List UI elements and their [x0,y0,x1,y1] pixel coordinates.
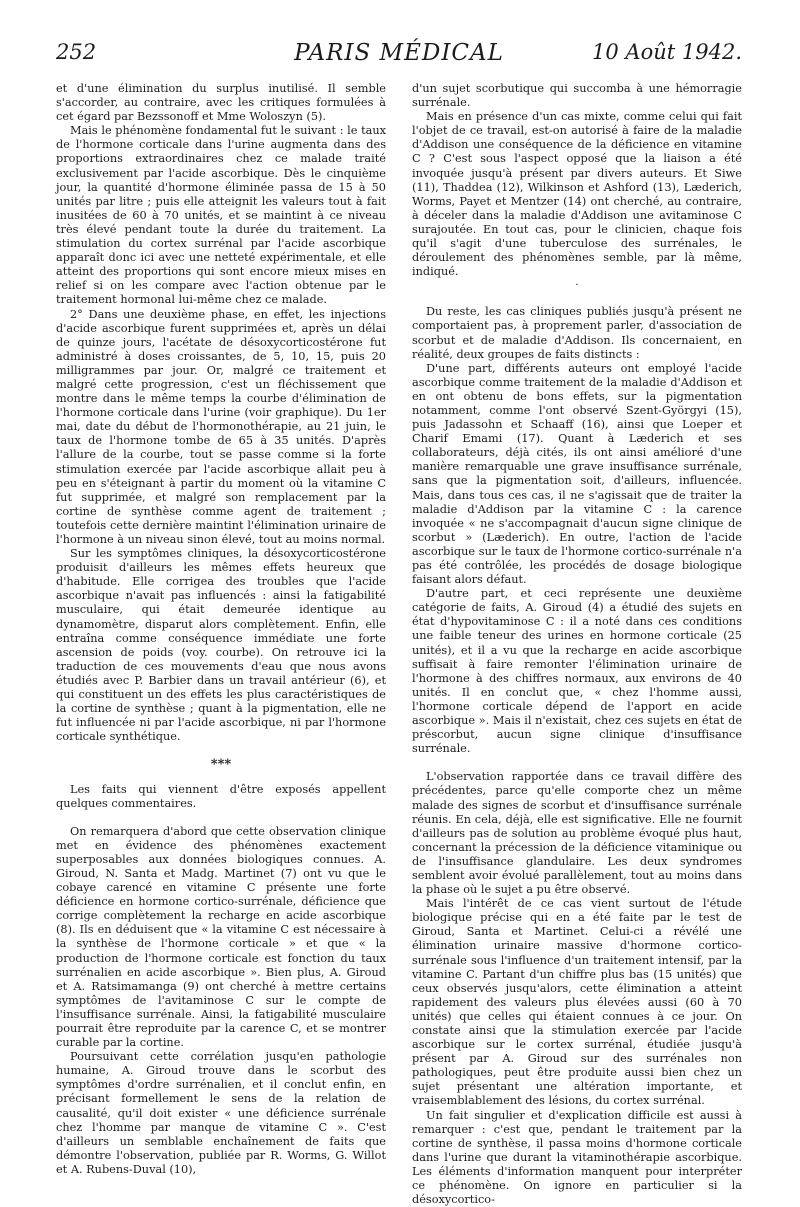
right-column [412,82,742,1207]
paragraph: D'une part, différents auteurs ont employé l'acide ascorbique comme traitement de la maladie d'Addison et en ont obtenu de bons effets, sur la pigmentation notamment, comme l'ont observé Szent-Györgyi (15), puis Jadassohn et Schaaff (16), ainsi que Loeper et Charif Emami (17). Quant à Læderich et ses collaborateurs, déjà cités, ils ont ainsi amélioré d'une manière remarquable une grave insuffisance surrénale, sans que la pigmentation soit, d'ailleurs, influencée. Mais, dans tous ces cas, il ne s'agissait que de traiter la maladie d'Addison par la vitamine C : la carence invoquée « ne s'accompagnait d'aucun signe clinique de scorbut » (Læderich). En outre, l'action de l'acide ascorbique sur le taux de l'hormone cortico-surrénale n'a pas été contrôlée, les procédés de dosage biologique faisant alors défaut. [412,361,742,587]
paragraph: Mais en présence d'un cas mixte, comme celui qui fait l'objet de ce travail, est-on autorisé à faire de la maladie d'Addison une conséquence de la déficience en vitamine C ? C'est sous l'aspect opposé que la liaison a été invoquée jusqu'à présent par divers auteurs. Et Siwe (11), Thaddea (12), Wilkinson et Ashford (13), Læderich, Worms, Payet et Mentzer (14) ont cherché, au contraire, à déceler dans la maladie d'Addison une avitaminose C surajoutée. En tout cas, pour le clinicien, chaque fois qu'il s'agit d'une tuberculose des surrénales, le déroulement des phénomènes semble, par là même, indiqué. [412,110,742,279]
paragraph: D'autre part, et ceci représente une deuxième catégorie de faits, A. Giroud (4) a étudié des sujets en état d'hypovitaminose C : il a noté dans ces conditions une faible teneur des urines en hormone corticale (25 unités), et il a vu que la recharge en acide ascorbique suffisait à faire remonter l'élimination urinaire de l'hormone à des chiffres normaux, aux environs de 40 unités. Il en conclut que, « chez l'homme aussi, l'hormone corticale dépend de l'apport en acide ascorbique ». Mais il n'existait, chez ces sujets en état de préscorbut, aucun signe clinique d'insuffisance surrénale. [412,587,742,756]
paragraph: Du reste, les cas cliniques publiés jusqu'à présent ne comportaient pas, à proprement parler, d'association de scorbut et de maladie d'Addison. Ils concernaient, en réalité, deux groupes de faits distincts : [412,305,742,361]
paragraph: d'un sujet scorbutique qui succomba à une hémorragie surrénale. [412,82,742,110]
section-separator: *** [210,757,232,773]
paragraph: On remarquera d'abord que cette observation clinique met en évidence des phénomènes exactement superposables aux données biologiques connues. A. Giroud, N. Santa et Madg. Martinet (7) ont vu que le cobaye carencé en vitamine C présente une forte déficience en hormone cortico-surrénale, déficience que corrige complètement la recharge en acide ascorbique (8). Ils en déduisent que « la vitamine C est nécessaire à la synthèse de l'hormone corticale » et que « la production de l'hormone corticale est fonction du taux surrénalien en acide ascorbique ». Bien plus, A. Giroud et A. Ratsimamanga (9) ont cherché à mettre certains symptômes de l'avitaminose C sur le compte de l'insuffisance surrénale. Ainsi, la fatigabilité musculaire pourrait être reproduite par la carence C, et se montrer curable par la cortine. [56,824,386,1050]
divider-dot: · [575,280,579,292]
paragraph: Sur les symptômes cliniques, la désoxycorticostérone produisit d'ailleurs les mêmes effets heureux que d'habitude. Elle corrigea des troubles que l'acide ascorbique n'avait pas influencés : ainsi la fatigabilité musculaire, qui était demeurée identique au dynamomètre, disparut alors complètement. Enfin, elle entraîna comme conséquence immédiate une forte ascension de poids (voy. courbe). On retrouve ici la traduction de ces mouvements d'eau que nous avons étudiés avec P. Barbier dans un travail antérieur (6), et qui constituent un des effets les plus caractéristiques de la cortine de synthèse ; quant à la pigmentation, elle ne fut influencée ni par l'acide ascorbique, ni par l'hormone corticale synthétique. [56,547,386,744]
paragraph: et d'une élimination du surplus inutilisé. Il semble s'accorder, au contraire, avec les critiques formulées à cet égard par Bezssonoff et Mme Woloszyn (5). [56,82,386,124]
paragraph: L'observation rapportée dans ce travail diffère des précédentes, parce qu'elle comporte chez un même malade des signes de scorbut et d'insuffisance surrénale réunis. En cela, déjà, elle est significative. Elle ne fournit d'ailleurs pas de solution au problème évoqué plus haut, concernant la précession de la déficience vitaminique ou de l'insuffisance glandulaire. Les deux syndromes semblent avoir évolué parallèlement, tout au moins dans la phase où le sujet a pu être observé. [412,770,742,897]
page-number: 252 [56,40,97,64]
paragraph: Un fait singulier et d'explication difficile est aussi à remarquer : c'est que, pendant le traitement par la cortine de synthèse, il passa moins d'hormone corticale dans l'urine que durant la vitaminothérapie ascorbique. Les éléments d'information manquent pour interpréter ce phénomène. On ignore en particulier si la désoxycortico- [412,1108,742,1207]
page-header [56,40,742,72]
paragraph: Mais l'intérêt de ce cas vient surtout de l'étude biologique précise qui en a été faite par le test de Giroud, Santa et Martinet. Celui-ci a révélé une élimination urinaire massive d'hormone cortico-surrénale sous l'influence d'un traitement intensif, par la vitamine C. Partant d'un chiffre plus bas (15 unités) que ceux observés jusqu'alors, cette élimination a atteint rapidement des valeurs plus élevées aussi (60 à 70 unités) que celles qui étaient connues à ce jour. On constate ainsi que la stimulation exercée par l'acide ascorbique sur le cortex surrénal, étudiée jusqu'à présent par A. Giroud sur des surrénales non pathologiques, peut être produite aussi bien chez un sujet présentant une altération importante, et vraisemblablement des lésions, du cortex surrénal. [412,897,742,1108]
paragraph: Mais le phénomène fondamental fut le suivant : le taux de l'hormone corticale dans l'urine augmenta dans des proportions extraordinaires chez ce malade traité exclusivement par l'acide ascorbique. Dès le cinquième jour, la quantité d'hormone éliminée passa de 15 à 50 unités par litre ; puis elle atteignit les valeurs tout à fait inusitées de 60 à 70 unités, et se maintint à ce niveau très élevé pendant toute la durée du traitement. La stimulation du cortex surrénal par l'acide ascorbique apparaît donc ici avec une netteté expérimentale, et elle atteint des proportions qui sont encore mieux mises en relief si on les compare avec l'action obtenue par le traitement hormonal lui-même chez ce malade. [56,124,386,307]
journal-title: PARIS MÉDICAL [294,40,504,66]
left-column [56,82,386,1177]
paragraph: Les faits qui viennent d'être exposés appellent quelques commentaires. [56,782,386,810]
paragraph: Poursuivant cette corrélation jusqu'en pathologie humaine, A. Giroud trouve dans le scorbut des symptômes d'ordre surrénalien, et il conclut enfin, en précisant formellement le sens de la relation de causalité, qu'il doit exister « une déficience surrénale chez l'homme par manque de vitamine C ». C'est d'ailleurs un semblable enchaînement de faits que démontre l'observation, publiée par R. Worms, G. Willot et A. Rubens-Duval (10), [56,1050,386,1176]
paragraph: 2° Dans une deuxième phase, en effet, les injections d'acide ascorbique furent supprimées et, après un délai de quinze jours, l'acétate de désoxycorticostérone fut administré à doses croissantes, de 5, 10, 15, puis 20 milligrammes par jour. Or, malgré ce traitement et malgré cette progression, c'est un fléchissement que montre dans le même temps la courbe d'élimination de l'hormone corticale dans l'urine (voir graphique). Du 1er mai, date du début de l'hormonothérapie, au 21 juin, le taux de l'hormone tombe de 65 à 35 unités. D'après l'allure de la courbe, tout se passe comme si la forte stimulation exercée par l'acide ascorbique allait peu à peu en s'éteignant à partir du moment où la vitamine C fut supprimée, et malgré son remplacement par la cortine de synthèse comme agent de traitement ; toutefois cette dernière maintint l'élimination urinaire de l'hormone à un niveau sinon élevé, tout au moins normal. [56,307,386,546]
issue-date: 10 Août 1942. [592,40,742,64]
